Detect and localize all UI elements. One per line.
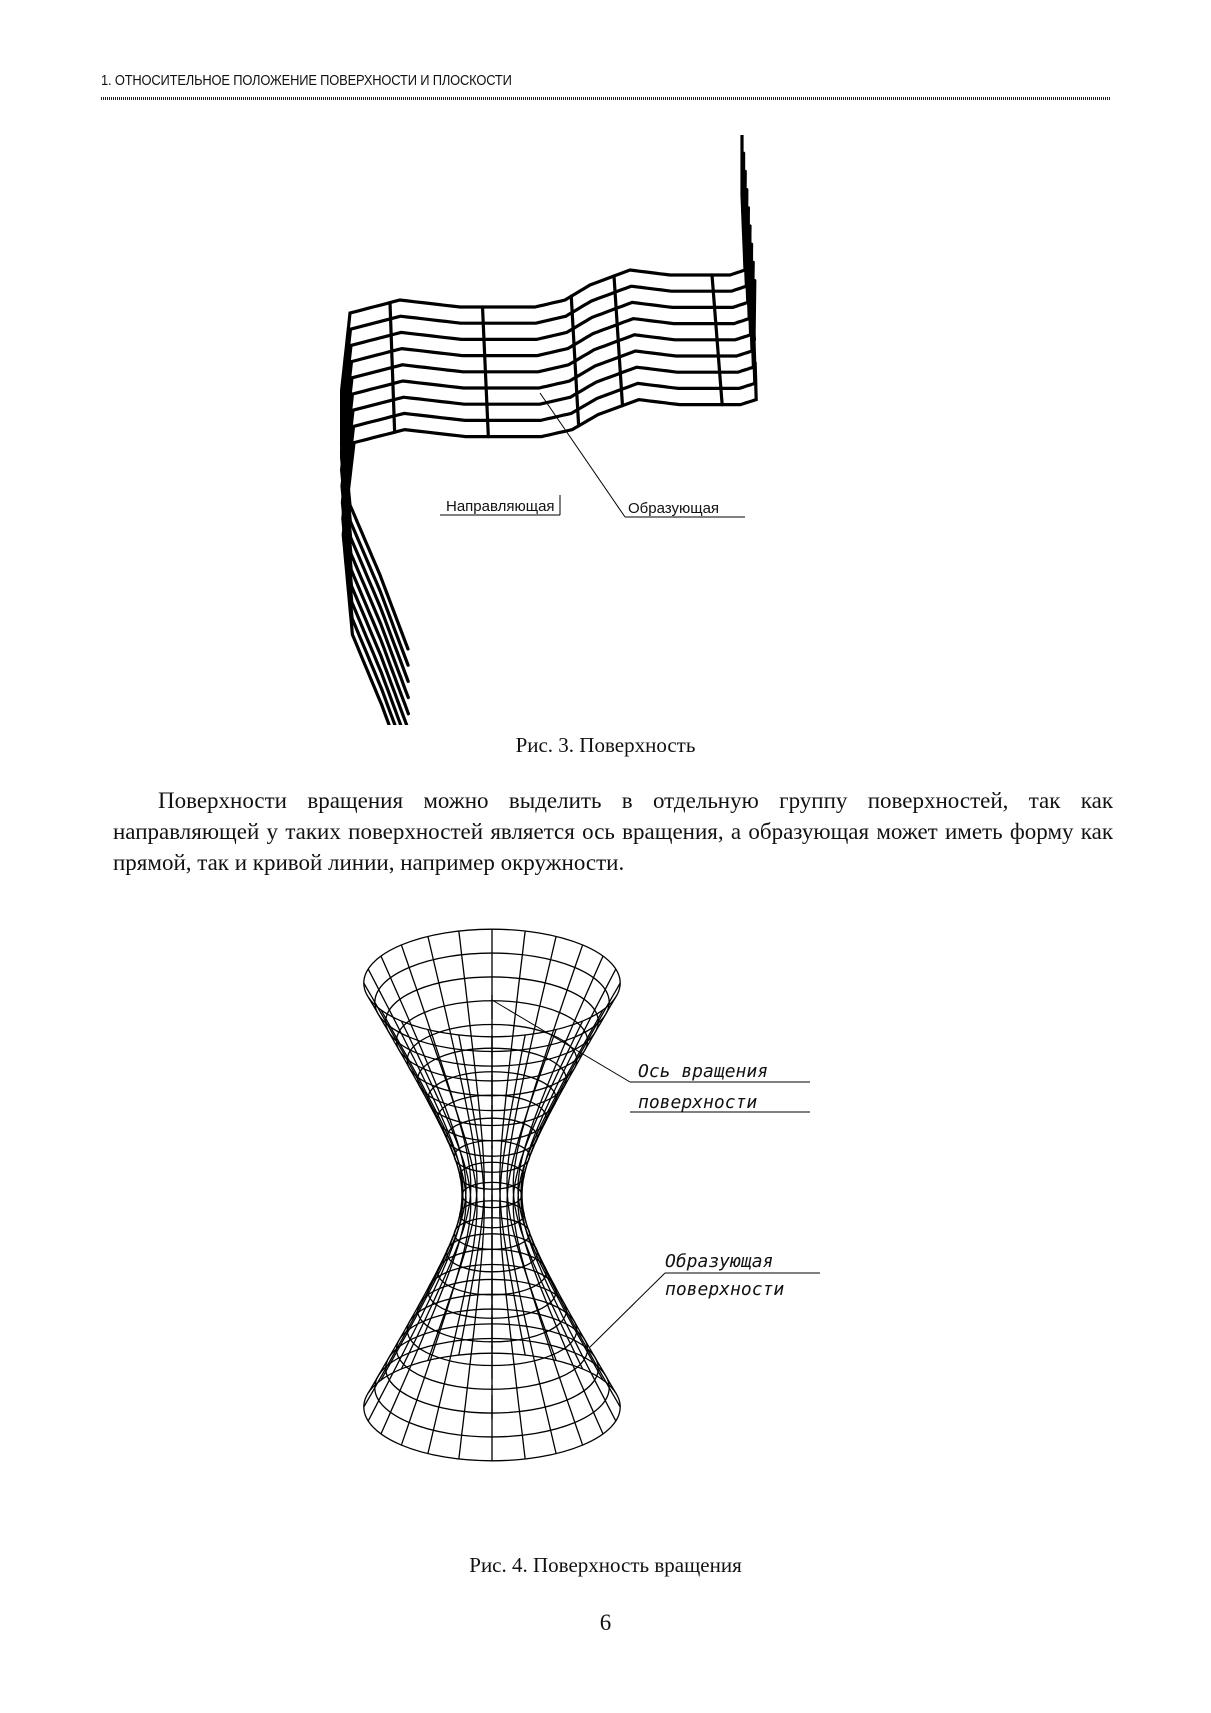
directrix-line: [341, 190, 749, 698]
figure-4-hyperboloid: [320, 905, 940, 1535]
label-axis-line2: поверхности: [638, 1092, 758, 1113]
directrix-line: [341, 171, 748, 681]
figure-3-surface: [340, 135, 860, 725]
label-generatrix-line2: поверхности: [665, 1279, 785, 1300]
header-rule: [101, 97, 1111, 100]
label-generatrix-line1: Образующая: [665, 1251, 774, 1272]
page-number: 6: [599, 1610, 612, 1635]
figure-3-caption: Рис. 3. Поверхность: [515, 733, 696, 757]
directrix-line: [340, 153, 746, 665]
body-paragraph: [113, 785, 1113, 878]
label-directrix: Направляющая: [446, 498, 555, 515]
body-paragraph-text: Поверхности вращения можно выделить в отдельную группу поверхностей, так как направляющей у таких поверхностей является ось вращения, а образующая может иметь форму как прямой, так и кривой линии, например окружности.: [113, 788, 1113, 875]
label-axis-line1: Ось вращения: [638, 1061, 769, 1082]
label-generatrix: Образующая: [628, 500, 720, 517]
directrix-line: [340, 135, 745, 649]
running-header: 1. ОТНОСИТЕЛЬНОЕ ПОЛОЖЕНИЕ ПОВЕРХНОСТИ И ПЛОСКОСТИ: [101, 72, 512, 89]
figure-4-caption: Рис. 4. Поверхность вращения: [469, 1553, 742, 1577]
surface-grid: [340, 135, 756, 725]
generatrix-leader: [590, 1273, 665, 1347]
